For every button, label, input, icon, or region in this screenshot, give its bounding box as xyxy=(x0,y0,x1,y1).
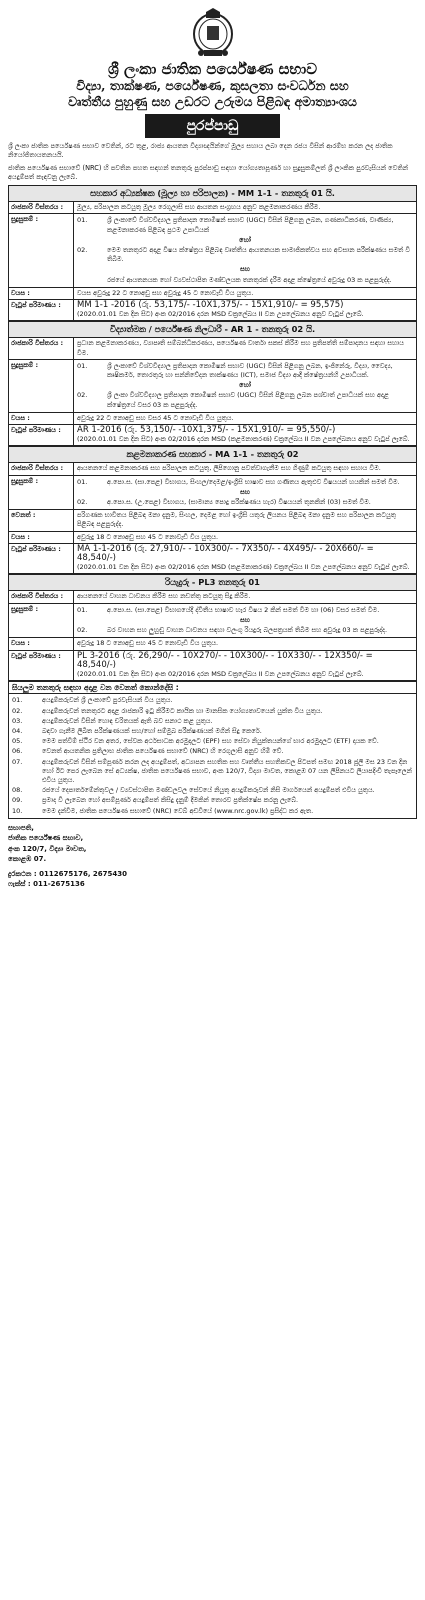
age-label: වයස : xyxy=(9,288,74,299)
signature-city: කොළඹ 07. xyxy=(8,855,47,864)
qualifications-label: සුදුසුකම් : xyxy=(9,476,74,510)
condition-number: 05. xyxy=(12,737,23,746)
condition-text: අයදුම්කරුවන් ශ්‍රී ලංකාවේ පුරවැසියන් විය යුතුය. xyxy=(42,696,173,705)
condition-number: 02. xyxy=(12,706,23,715)
post-section-scientific-officer: විද්‍යාත්මක / පර්යේෂණ නිලධාරී - AR 1 - තනතුරු 02 යි. රාජකාරි විස්තරය : ප්‍රධාන කළමනාකරණය, ව්‍යාපෘති සම්බන්ධීකරණය, පර්යේෂණ වාර්තා සකස් කිරීම සහ ප්‍රතිපත්ති සම්පාදනය සඳහා සහාය වීම. සුදුසුකම් : 01. ශ්‍රී ලංකාවේ විශ්වවිද්‍යාල ප්‍රතිපාදන කොමිෂන් සභාව (UGC) විසින් පිළිගනු ලබන, ඉංජිනේරු, විද්‍යා, වෛද්‍ය, කෘෂිකර්ම, තොරතුරු හා සන්නිවේදන තාක්ෂණය (ICT), සමාජ විද්‍යා ආදී ක්ෂේත්‍රයන්හි උපාධියක්. හෝ 02. ශ්‍රී ලංකා විශ්වවිද්‍යාල ප්‍රතිපාදන කොමිෂන් සභාව (UGC) විසින් පිළිගනු ලබන පශ්චාත් උපාධියක් සහ අදාළ ක්ෂේත්‍රයේ වසර 03 ක පළපුරුද්ද. වයස : අවුරුදු 22 ට නොඅඩු සහ වසර 45 ට නොවැඩි විය යුතුය. වැටුප් පරිමාණය : AR 1-2016 (රු. 53,150/- -10X1,375/- - 15X1,910/- = 95,550/-) (2020.01.01 වන දින සිට) අංක 02/2016 දරන MSD (කළමනාකරණ) චක්‍රලේඛය II වන උපලේඛනය අනුව වැටුප් ලැබේ. xyxy=(8,321,417,446)
condition-item xyxy=(12,747,413,756)
fax: ෆැක්ස් : 011-2675136 xyxy=(8,880,85,889)
salary-note: (2020.01.01 වන දින සිට) අංක 02/2016 දරන MSD (කළමනාකරණ) චක්‍රලේඛය II වන උපලේඛනය අනුව වැටුප් ලැබේ. xyxy=(77,435,410,444)
condition-item xyxy=(12,707,413,716)
general-conditions-title: සියලුම තනතුරු සඳහා අදාළ වන වෙනත් කොන්දේසි : xyxy=(12,683,179,693)
age-text: අවුරුදු 18 ට නොඅඩු සහ 45 ට නොවැඩි විය යුතුය. xyxy=(77,639,219,648)
age-text: අවුරුදු 18 ට නොඅඩු සහ 45 ට නොවැඩි විය යුතුය. xyxy=(77,532,219,541)
post-title: රියැදුරු - PL3 තනතුරු 01 xyxy=(9,575,416,591)
post-title: කළමනාකරණ සහකාර - MA 1-1 - තනතුරු 02 xyxy=(9,447,416,463)
salary-scale: MA 1-1-2016 (රු. 27,910/- - 10X300/- - 7X350/- - 4X495/- - 20X660/- = 48,540/-) xyxy=(77,543,374,564)
qualification-2: මෙම තනතුරට අදාළ විෂය ක්ෂේත්‍රය පිළිබඳ වෘත්තීය ආයතනයක සාමාජිකත්වය සහ අවසාන පරීක්ෂණය සමත් වී තිබීම. xyxy=(107,246,411,264)
and-separator: සහ xyxy=(240,615,250,624)
condition-number: 10. xyxy=(12,806,23,815)
duties-text: මූල්‍ය, පරිපාලන කටයුතු මූල්‍ය රෙගුලාසි සහ ආයතන සංග්‍රහය අනුව කළමනාකරණය කිරීම. xyxy=(77,203,321,212)
condition-item xyxy=(12,727,413,736)
condition-item xyxy=(12,758,413,786)
duties-text: ආයතනයේ කළමනාකරණ සහ පරිපාලන කටයුතු, ලිපිගොනු පවත්වාගැනීම සහ ගිණුම් කටයුතු සඳහා සහාය වීම. xyxy=(77,464,381,473)
or-separator: හෝ xyxy=(239,235,251,244)
condition-text: අයදුම්කරුවන් තනතුරට අදාළ රාජකාරි ඉටු කිරීමට කායික හා මානසික යෝග්‍යතාවයෙන් යුක්ත විය යුතුය. xyxy=(42,706,323,715)
conditions-list xyxy=(9,694,416,817)
salary-label: වැටුප් පරිමාණය : xyxy=(9,300,74,320)
signature-org: ජාතික පර්යේෂණ සභාව, xyxy=(8,834,84,843)
duties-label: රාජකාරි විස්තරය : xyxy=(9,591,74,602)
condition-item xyxy=(12,717,413,726)
salary-scale: PL 3-2016 (රු. 26,290/- - 10X270/- - 10X300/- - 10X330/- - 12X350/- = 48,540/-) xyxy=(77,650,373,670)
and-separator: සහ xyxy=(240,487,250,496)
post-section-management-assistant: කළමනාකරණ සහකාර - MA 1-1 - තනතුරු 02 රාජකාරි විස්තරය : ආයතනයේ කළමනාකරණ සහ පරිපාලන කටයුතු, ලිපිගොනු පවත්වාගැනීම සහ ගිණුම් කටයුතු සඳහා සහාය වීම. සුදුසුකම් : 01. අ.පො.ස. (සා.පෙළ) විභාගය, සිංහල/දෙමළ/ඉංග්‍රීසි භාෂාව සහ ගණිතය ඇතුළුව විෂයයන් හයකින් සමත් වීම. සහ 02. අ.පො.ස. (උ.පෙළ) විභාගය, (සාමාන්‍ය පොදු පරීක්ෂණය හැර) විෂයයන් තුනකින් (03) සමත් වීම. වෙනත් : පරිගණක භාවිතය පිළිබඳ මනා දැනුම, සිංහල, දෙමළ හෝ ඉංග්‍රීසි යතුරු ලියනය පිළිබඳ මනා දැනුම සහ පරිපාලන කටයුතු පිළිබඳ පළපුරුද්ද. වයස : අවුරුදු 18 ට නොඅඩු සහ 45 ට නොවැඩි විය යුතුය. වැටුප් පරිමාණය : MA 1-1-2016 (රු. 27,910/- - 10X300/- - 7X350/- - 4X495/- - 20X660/- = 48,540/-) (2020.01.01 වන දින සිට) අංක 02/2016 දරන MSD (කළමනාකරණ) චක්‍රලේඛය II වන උපලේඛනය අනුව වැටුප් ලැබේ. xyxy=(8,446,417,574)
condition-item xyxy=(12,807,413,816)
age-text: වයස අවුරුදු 22 ට නොඅඩු සහ අවුරුදු 45 ට නොවැඩි විය යුතුය. xyxy=(77,288,254,297)
condition-text: මෙම දැන්වීම, ජාතික පර්යේෂණ සභාවේ (NRC) වෙබ් අඩවියේ (www.nrc.gov.lk) ප්‍රසිද්ධ කර ඇත. xyxy=(42,806,314,815)
condition-item xyxy=(12,796,413,805)
qualifications-label: සුදුසුකම් : xyxy=(9,604,74,638)
condition-number: 07. xyxy=(12,757,23,766)
salary-note: (2020.01.01 වන දින සිට) අංක 02/2016 දරන MSD (කළමනාකරණ) චක්‍රලේඛය II වන උපලේඛනය අනුව වැටුප් ලැබේ. xyxy=(77,563,410,572)
qualification-2: ශ්‍රී ලංකා විශ්වවිද්‍යාල ප්‍රතිපාදන කොමිෂන් සභාව (UGC) විසින් පිළිගනු ලබන පශ්චාත් උපාධියක් සහ අදාළ ක්ෂේත්‍රයේ වසර 03 ක පළපුරුද්ද. xyxy=(107,391,389,409)
salary-scale: AR 1-2016 (රු. 53,150/- -10X1,375/- - 15X1,910/- = 95,550/-) xyxy=(77,425,336,436)
post-title: සහකාර අධ්‍යක්ෂක (මූල්‍ය හා පරිපාලන) - MM 1-1 - තනතුරු 01 යි. xyxy=(9,186,416,202)
duties-text: ආයතනයේ වාහන ධාවනය කිරීම සහ නඩත්තු කටයුතු සිදු කිරීම. xyxy=(77,592,251,601)
general-conditions xyxy=(8,681,417,819)
salary-note: (2020.01.01 වන දින සිට) අංක 02/2016 දරන MSD චක්‍රලේඛය II වන උපලේඛනය අනුව වැටුප් ලැබේ. xyxy=(77,310,364,319)
condition-text: ප්‍රමාද වී ලැබෙන හෝ අසම්පූර්ණ අයදුම්පත් කිසිදු දැනුම් දීමකින් තොරව ප්‍රතික්ෂේප කරනු ලැබේ. xyxy=(42,796,299,805)
qualification-1: අ.පො.ස. (සා.පෙළ) විභාගයේදී ද්විතීය භාෂාව හැර විෂය 2 කින් සමත් වීම හා (06) වසර සමත් වීම. xyxy=(107,605,380,614)
telephone: දුරකථන : 0112675176, 2675430 xyxy=(8,869,128,878)
intro-paragraph-2: ජාතික පර්යේෂණ සභාවේ (NRC) හි පවතින පහත සඳහන් තනතුරු පුරප්පාඩු සඳහා යෝග්‍යතාපූර්ණ හා සුදුසුකම්ලත් ශ්‍රී ලාංකික පුරවැසියන් වෙතින් අයදුම්පත් කැඳවනු ලැබේ. xyxy=(8,163,409,181)
qualification-1: අ.පො.ස. (සා.පෙළ) විභාගය, සිංහල/දෙමළ/ඉංග්‍රීසි භාෂාව සහ ගණිතය ඇතුළුව විෂයයන් හයකින් සමත් වීම. xyxy=(107,477,400,486)
or-separator: හෝ xyxy=(239,381,251,390)
duties-label: රාජකාරි විස්තරය : xyxy=(9,463,74,474)
qualifications-label: සුදුසුකම් : xyxy=(9,360,74,412)
qualification-1: ශ්‍රී ලංකාවේ විශ්වවිද්‍යාල ප්‍රතිපාදන කොමිෂන් සභාව (UGC) විසින් පිළිගනු ලබන, ගණකාධිකරණ, වාණිජ්‍ය, කළමනාකරණ පිළිබඳ ප්‍රථම උපාධියක් xyxy=(107,216,394,234)
condition-number: 03. xyxy=(12,716,23,725)
org-title: ශ්‍රී ලංකා ජාතික පර්යේෂණ සභාව xyxy=(108,60,317,78)
and-separator: සහ xyxy=(240,265,250,274)
signature-block xyxy=(8,823,417,890)
intro-paragraph-1: ශ්‍රී ලංකා ජාතික පර්යේෂණ සභාව වෙතින්, රට තුළ, රාජ්‍ය ආයතන විද්‍යාඥයින්ගේ මූල්‍ය සහාය ලබා දෙන රජය විසින් ආරම්භ කරන ලද ජාතික නියෝජිතායතනයයි. xyxy=(8,142,393,160)
condition-text: මෙම පත්වීම් ස්ථිර වන අතර, සේවක අර්ථසාධක අරමුදලට (EPF) සහ සේවා නියුක්තයන්ගේ භාර අරමුදලට (ETF) දායක වේ. xyxy=(42,737,379,746)
condition-text: රජයේ දෙපාර්තමේන්තුවල / ව්‍යවස්ථාපිත මණ්ඩලවල සේවයේ නියුතු අයදුම්කරුවන් නිසි මාර්ගයෙන් අයදුම්පත් එවිය යුතුය. xyxy=(42,786,375,795)
qualifications-label: සුදුසුකම් : xyxy=(9,214,74,286)
duties-label: රාජකාරි විස්තරය : xyxy=(9,202,74,213)
salary-label: වැටුප් පරිමාණය : xyxy=(9,651,74,681)
age-label: වයස : xyxy=(9,413,74,424)
condition-number: 09. xyxy=(12,796,23,805)
post-section-driver: රියැදුරු - PL3 තනතුරු 01 රාජකාරි විස්තරය : ආයතනයේ වාහන ධාවනය කිරීම සහ නඩත්තු කටයුතු සිදු කිරීම. සුදුසුකම් : 01. අ.පො.ස. (සා.පෙළ) විභාගයේදී ද්විතීය භාෂාව හැර විෂය 2 කින් සමත් වීම හා (06) වසර සමත් වීම. සහ 02. බර වාහන සහ ලුහුඬු වාහන ධාවනය සඳහා වලංගු රියදුරු බලපත්‍රයක් තිබීම සහ අවුරුදු 03 ක පළපුරුද්ද. වයස : අවුරුදු 18 ට නොඅඩු සහ 45 ට නොවැඩි විය යුතුය. වැටුප් පරිමාණය : PL 3-2016 (රු. 26,290/- - 10X270/- - 10X300/- - 10X330/- - 12X350/- = 48,540/-) (2020.01.01 වන දින සිට) අංක 02/2016 දරන MSD චක්‍රලේඛය II වන උපලේඛනය අනුව වැටුප් ලැබේ. xyxy=(8,574,417,681)
condition-text: අයදුම්කරුවන් විසින් හොඳ චරිතයක් ඇති බව සනාථ කළ යුතුය. xyxy=(42,716,213,725)
condition-item xyxy=(12,786,413,795)
other-label: වෙනත් : xyxy=(9,510,74,530)
salary-scale: MM 1-1 -2016 (රු. 53,175/- -10X1,375/- - 15X1,910/- = 95,575) xyxy=(77,300,344,311)
duties-text: ප්‍රධාන කළමනාකරණය, ව්‍යාපෘති සම්බන්ධීකරණය, පර්යේෂණ වාර්තා සකස් කිරීම සහ ප්‍රතිපත්ති සම්පාදනය සඳහා සහාය වීම. xyxy=(77,339,404,357)
condition-text: අයදුම්කරුවන් විසින් සම්පූර්ණ කරන ලද අයදුම්පත්, අධ්‍යාපන සහතික සහ වෘත්තීය සහතිකවල පිටපත් සමඟ 2018 ජූලි මස 23 වන දින හෝ ඊට පෙර ලැබෙන සේ අධ්‍යක්ෂ, ජාතික පර්යේෂණ සභාව, අංක 120/7, විද්‍යා මාවත, කොළඹ 07 යන ලිපිනයට ලියාපදිංචි තැපෑලෙන් එවිය යුතුය. xyxy=(42,757,412,784)
condition-number: 06. xyxy=(12,747,23,756)
qualification-1: ශ්‍රී ලංකාවේ විශ්වවිද්‍යාල ප්‍රතිපාදන කොමිෂන් සභාව (UGC) විසින් පිළිගනු ලබන, ඉංජිනේරු, විද්‍යා, වෛද්‍ය, කෘෂිකර්ම, තොරතුරු හා සන්නිවේදන තාක්ෂණය (ICT), සමාජ විද්‍යා ආදී ක්ෂේත්‍රයන්හි උපාධියක්. xyxy=(107,361,393,380)
duties-label: රාජකාරි විස්තරය : xyxy=(9,338,74,358)
other-text: පරිගණක භාවිතය පිළිබඳ මනා දැනුම, සිංහල, දෙමළ හෝ ඉංග්‍රීසි යතුරු ලියනය පිළිබඳ මනා දැනුම සහ පරිපාලන කටයුතු පිළිබඳ පළපුරුද්ද. xyxy=(77,511,396,529)
salary-label: වැටුප් පරිමාණය : xyxy=(9,425,74,445)
age-text: අවුරුදු 22 ට නොඅඩු සහ වසර 45 ට නොවැඩි විය යුතුය. xyxy=(77,413,234,422)
qualification-2b: රජයේ ආයතනයක හෝ ව්‍යවස්ථාපිත මණ්ඩලයක තනතුරක් දැරීම අදාළ ක්ෂේත්‍රයේ අවුරුදු 03 ක පළපුරුද්ද. xyxy=(107,275,392,284)
vacancies-banner: පුරප්පාඩු xyxy=(145,114,280,138)
condition-text: වෙනත් ආයතනික ප්‍රතිලාභ ජාතික පර්යේෂණ සභාවේ (NRC) හි රෙගුලාසි අනුව හිමි වේ. xyxy=(42,747,284,756)
ministry-line-2: වෘත්තීය පුහුණු සහ උඩරට උරුමය පිළිබඳ අමාත්‍යාංශය xyxy=(68,94,357,109)
age-label: වයස : xyxy=(9,638,74,649)
condition-item xyxy=(12,737,413,746)
ministry-line-1: විද්‍යා, තාක්ෂණ, පර්යේෂණ, කුසලතා සංවර්ධන සහ xyxy=(76,78,349,93)
post-section-assistant-director: සහකාර අධ්‍යක්ෂක (මූල්‍ය හා පරිපාලන) - MM 1-1 - තනතුරු 01 යි. රාජකාරි විස්තරය : මූල්‍ය, පරිපාලන කටයුතු මූල්‍ය රෙගුලාසි සහ ආයතන සංග්‍රහය අනුව කළමනාකරණය කිරීම. සුදුසුකම් : 01. ශ්‍රී ලංකාවේ විශ්වවිද්‍යාල ප්‍රතිපාදන කොමිෂන් සභාව (UGC) විසින් පිළිගනු ලබන, ගණකාධිකරණ, වාණිජ්‍ය, කළමනාකරණ පිළිබඳ ප්‍රථම උපාධියක් හෝ 02. මෙම තනතුරට අදාළ විෂය ක්ෂේත්‍රය පිළිබඳ වෘත්තීය ආයතනයක සාමාජිකත්වය සහ අවසාන පරීක්ෂණය සමත් වී තිබීම. සහ රජයේ ආයතනයක හෝ ව්‍යවස්ථාපිත මණ්ඩලයක තනතුරක් දැරීම අදාළ ක්ෂේත්‍රයේ අවුරුදු 03 ක පළපුරුද්ද. වයස : වයස අවුරුදු 22 ට නොඅඩු සහ අවුරුදු 45 ට නොවැඩි විය යුතුය. වැටුප් පරිමාණය : MM 1-1 -2016 (රු. 53,175/- -10X1,375/- - 15X1,910/- = 95,575) (2020.01.01 වන දින සිට) අංක 02/2016 දරන MSD චක්‍රලේඛය II වන උපලේඛනය අනුව වැටුප් ලැබේ. xyxy=(8,185,417,321)
condition-number: 08. xyxy=(12,786,23,795)
salary-note: (2020.01.01 වන දින සිට) අංක 02/2016 දරන MSD චක්‍රලේඛය II වන උපලේඛනය අනුව වැටුප් ලැබේ. xyxy=(77,669,364,678)
condition-item xyxy=(12,696,413,705)
age-label: වයස : xyxy=(9,532,74,543)
qualification-2: අ.පො.ස. (උ.පෙළ) විභාගය, (සාමාන්‍ය පොදු පරීක්ෂණය හැර) විෂයයන් තුනකින් (03) සමත් වීම. xyxy=(107,498,371,507)
condition-text: බඳවා ගැනීම ලිඛිත පරීක්ෂණයක් සහ/හෝ සම්මුඛ පරීක්ෂණයක් මගින් සිදු කෙරේ. xyxy=(42,726,262,735)
post-title: විද්‍යාත්මක / පර්යේෂණ නිලධාරී - AR 1 - තනතුරු 02 යි. xyxy=(9,322,416,338)
condition-number: 04. xyxy=(12,726,23,735)
signature-title: සභාපති, xyxy=(8,823,34,832)
qualification-2: බර වාහන සහ ලුහුඬු වාහන ධාවනය සඳහා වලංගු රියදුරු බලපත්‍රයක් තිබීම සහ අවුරුදු 03 ක පළපුරුද්ද. xyxy=(107,626,388,635)
signature-address: අංක 120/7, විද්‍යා මාවත, xyxy=(8,844,87,853)
salary-label: වැටුප් පරිමාණය : xyxy=(9,544,74,574)
sri-lanka-crest-icon xyxy=(190,6,236,58)
condition-number: 01. xyxy=(12,696,23,705)
